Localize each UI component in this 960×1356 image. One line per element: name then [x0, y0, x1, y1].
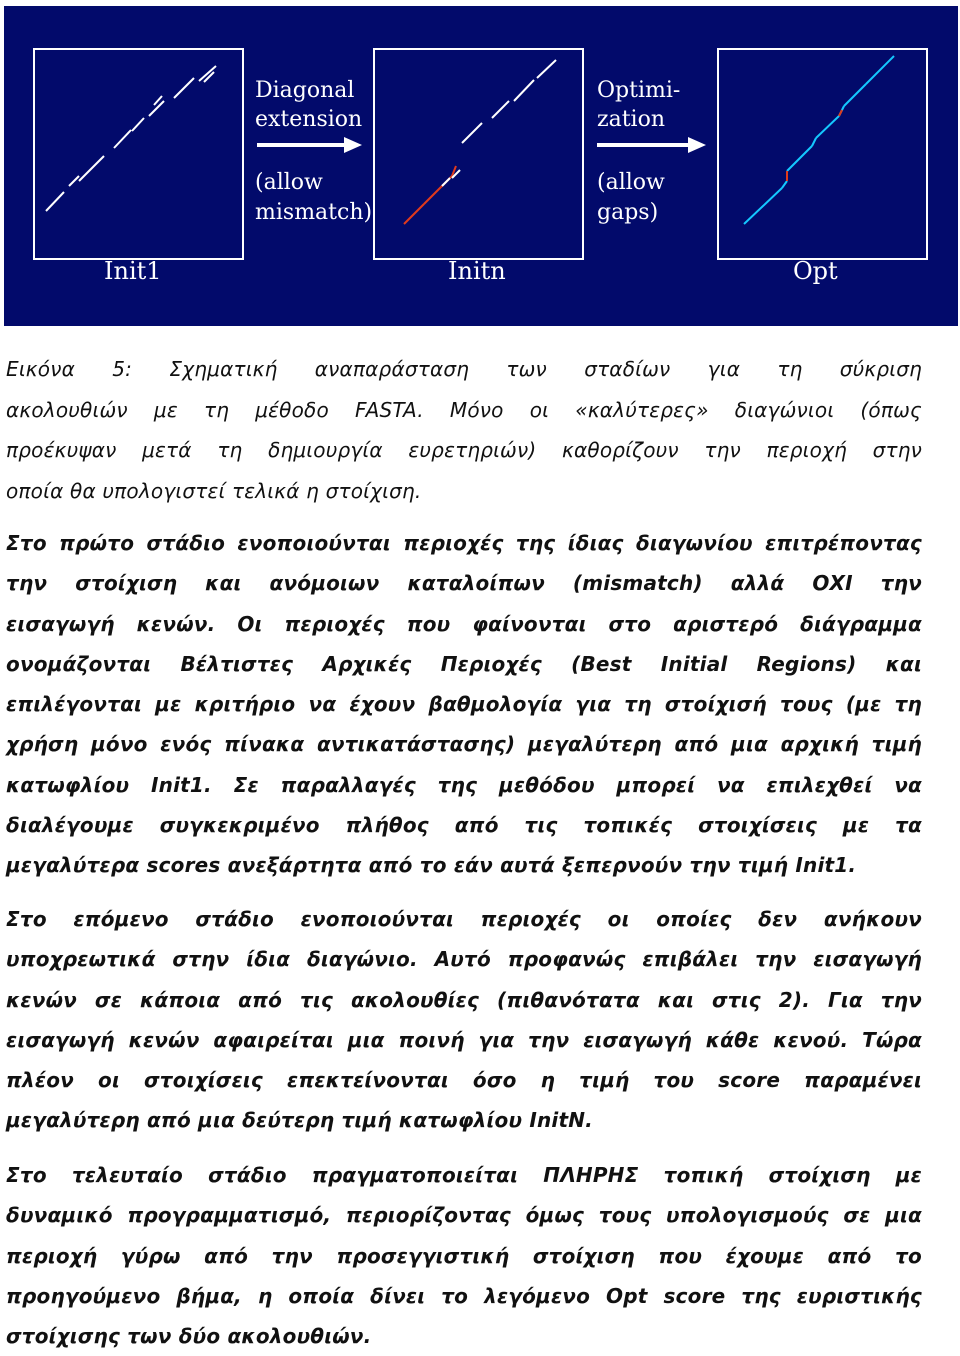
- initn-red-diagonal: [404, 166, 456, 224]
- arrow2-line4: gaps): [597, 200, 659, 225]
- text-line: δυναμικό προγραμματισμό, περιορίζοντας όμως τους υπολογισμούς σε μια: [6, 1203, 922, 1228]
- text-line: διαλέγουμε συγκεκριμένο πλήθος από τις τοπικές στοιχίσεις με τα: [6, 813, 922, 838]
- paragraph-first-stage: [6, 523, 922, 886]
- arrow1-line4: mismatch): [255, 200, 373, 225]
- arrow1-line1: Diagonal: [255, 78, 355, 103]
- text-line: κατωφλίου Init1. Σε παραλλαγές της μεθόδου μπορεί να επιλεχθεί να: [6, 772, 922, 797]
- arrow1-icon: [257, 137, 362, 153]
- init1-diagonals: [46, 66, 216, 211]
- label-initn: Initn: [448, 257, 506, 285]
- text-line: χρήση μόνο ενός πίνακα αντικατάστασης) μεγαλύτερη από μια αρχική τιμή: [6, 732, 922, 757]
- panel-initn-frame: [374, 49, 583, 259]
- text-line: εισαγωγή κενών. Οι περιοχές που φαίνονται στο αριστερό διάγραμμα: [6, 611, 922, 636]
- arrow2-line3: (allow: [597, 170, 665, 195]
- text-line: Στο επόμενο στάδιο ενοποιούνται περιοχές οι οποίες δεν ανήκουν: [6, 907, 922, 931]
- caption-line: οποία θα υπολογιστεί τελικά η στοίχιση.: [6, 478, 422, 503]
- arrow2-line2: zation: [597, 107, 665, 132]
- caption-line: προέκυψαν μετά τη δημιουργία ευρετηριών) καθορίζουν την περιοχή στην: [6, 438, 922, 462]
- text-line: περιοχή γύρω από την προσεγγιστική στοίχιση που έχουμε από το: [6, 1243, 922, 1268]
- arrow2-line1: Optimi-: [597, 78, 681, 103]
- opt-cyan-path: [744, 56, 894, 224]
- text-line: προηγούμενο βήμα, η οποία δίνει το λεγόμενο Opt score της ευριστικής: [6, 1283, 922, 1308]
- panel-opt-frame: [718, 49, 927, 259]
- text-line: στοίχισης των δύο ακολουθιών.: [6, 1324, 372, 1349]
- caption-line: Εικόνα 5: Σχηματική αναπαράσταση των σταδίων για τη σύκριση: [6, 357, 922, 381]
- text-line: εισαγωγή κενών αφαιρείται μια ποινή για την εισαγωγή κάθε κενού. Τώρα: [6, 1027, 922, 1052]
- label-opt: Opt: [793, 257, 838, 285]
- fasta-stages-figure: [4, 6, 958, 326]
- text-line: πλέον οι στοιχίσεις επεκτείνονται όσο η τιμή του score παραμένει: [6, 1068, 922, 1093]
- panel-init1-frame: [34, 49, 243, 259]
- text-line: μεγαλύτερα scores ανεξάρτητα από το εάν αυτά ξεπερνούν την τιμή Init1.: [6, 853, 857, 878]
- fasta-diagram: [4, 6, 958, 326]
- arrow1-line3: (allow: [255, 170, 323, 195]
- text-line: την στοίχιση και ανόμοιων καταλοίπων (mismatch) αλλά ΟΧΙ την: [6, 571, 922, 596]
- text-line: μεγαλύτερη από μια δεύτερη τιμή κατωφλίου InitN.: [6, 1108, 593, 1133]
- text-line: επιλέγονται με κριτήριο να έχουν βαθμολογία για τη στοίχισή τους (με τη: [6, 692, 922, 717]
- text-line: Στο τελευταίο στάδιο πραγματοποιείται ΠΛΗΡΗΣ τοπική στοίχιση με: [6, 1163, 922, 1187]
- text-line: ονομάζονται Βέλτιστες Αρχικές Περιοχές (Best Initial Regions) και: [6, 651, 922, 676]
- paragraph-final-stage: [6, 1155, 922, 1356]
- arrow1-line2: extension: [255, 107, 363, 132]
- caption-line: ακολουθιών με τη μέθοδο FASTA. Μόνο οι «καλύτερες» διαγώνιοι (όπως: [6, 397, 922, 422]
- figure-caption: [6, 349, 922, 511]
- text-line: υποχρεωτικά στην ίδια διαγώνιο. Αυτό προφανώς επιβάλει την εισαγωγή: [6, 947, 922, 972]
- text-line: κενών σε κάποια από τις ακολουθίες (πιθανότατα και στις 2). Για την: [6, 987, 922, 1012]
- arrow2-icon: [597, 137, 706, 153]
- paragraph-second-stage: [6, 899, 922, 1141]
- label-init1: Init1: [104, 257, 162, 285]
- text-line: Στο πρώτο στάδιο ενοποιούνται περιοχές της ίδιας διαγωνίου επιτρέποντας: [6, 531, 922, 555]
- initn-white-diagonals: [462, 60, 556, 143]
